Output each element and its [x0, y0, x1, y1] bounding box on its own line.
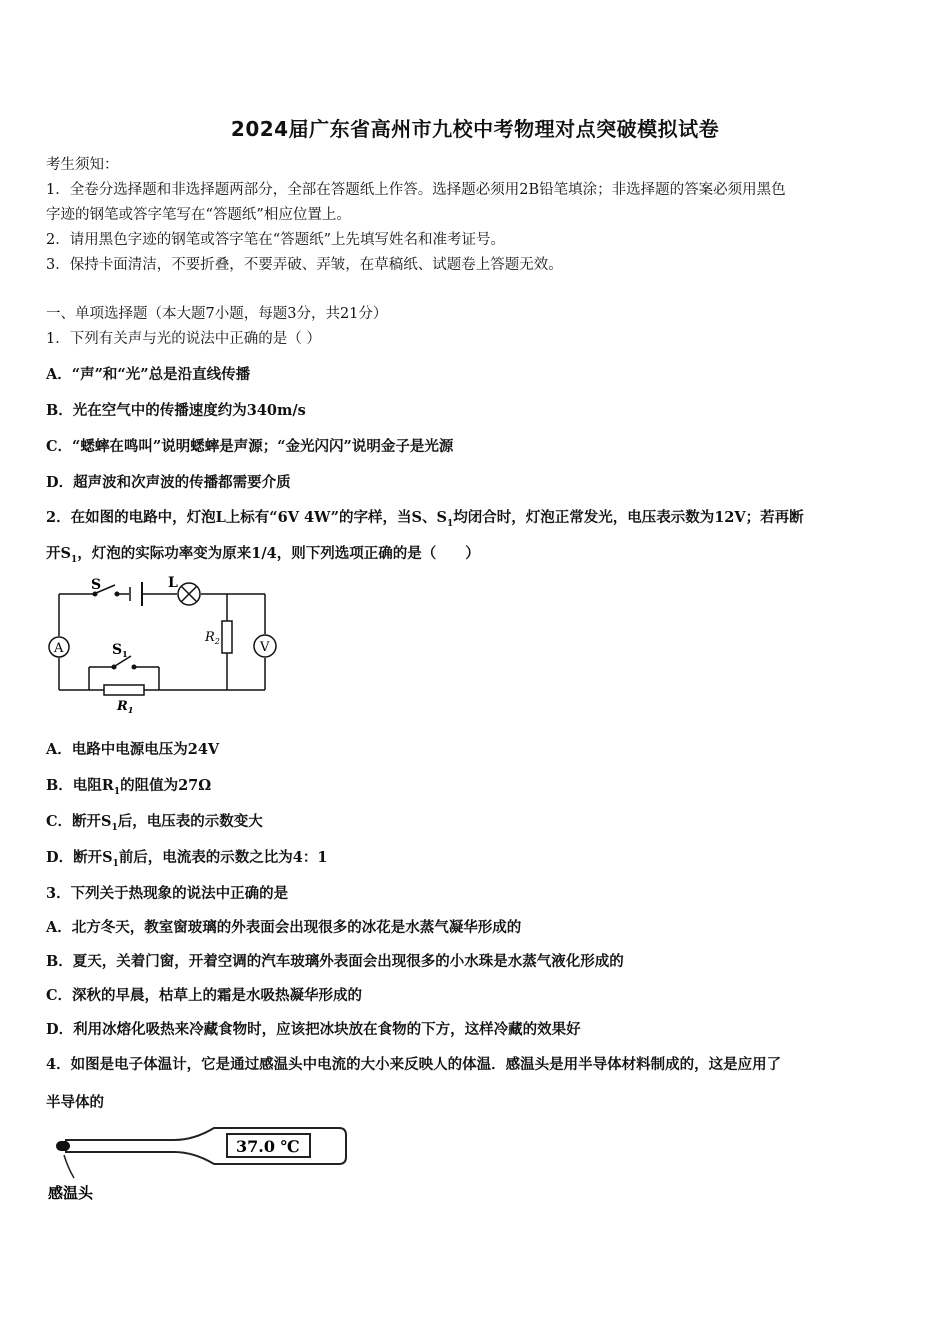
probe-pointer — [64, 1155, 74, 1178]
option-b: B．电阻$R_1$的阻值为27Ω — [46, 777, 212, 797]
option-c: C．“蟋蟀在鸣叫”说明蟋蟀是声源；“金光闪闪”说明金子是光源 — [46, 438, 454, 455]
option-c: C．深秋的早晨，枯草上的霜是水吸热凝华形成的 — [46, 987, 363, 1004]
option-a: A．北方冬天，教室窗玻璃的外表面会出现很多的冰花是水蒸气凝华形成的 — [46, 919, 522, 936]
temperature-readout: 37.0 ℃ — [236, 1137, 300, 1156]
page-title: 2024届广东省高州市九校中考物理对点突破模拟试卷 — [230, 117, 720, 141]
section-heading: 一、单项选择题（本大题7小题，每题3分，共21分） — [46, 306, 388, 322]
question-stem-continued: 半导体的 — [46, 1094, 104, 1111]
option-d: D．断开$S_1$前后，电流表的示数之比为4：1 — [46, 849, 328, 869]
label-l: L — [168, 575, 178, 591]
label-s1: $S_1$ — [112, 642, 128, 659]
label-r2: $R_2$ — [205, 630, 220, 646]
question-stem: 2．在如图的电路中，灯泡L上标有“6V 4W”的字样，当S、$S_1$均闭合时，灯泡正常发光，电压表示数为12V；若再断 — [46, 509, 804, 529]
option-d: D．利用冰熔化吸热来冷藏食物时，应该把冰块放在食物的下方，这样冷藏的效果好 — [46, 1021, 581, 1038]
ammeter — [49, 637, 69, 657]
svg-text:V: V — [260, 640, 270, 655]
question-stem: 3．下列关于热现象的说法中正确的是 — [46, 885, 289, 902]
option-a: A．电路中电源电压为24V — [46, 741, 220, 758]
notice-item: 3．保持卡面清洁，不要折叠，不要弄破、弄皱，在草稿纸、试题卷上答题无效。 — [46, 257, 563, 273]
resistor-r2 — [222, 621, 232, 653]
voltmeter — [254, 635, 276, 657]
svg-text:A: A — [54, 641, 64, 656]
notice-item: 字迹的钢笔或答字笔写在“答题纸”相应位置上。 — [46, 207, 351, 223]
option-d: D．超声波和次声波的传播都需要介质 — [46, 474, 291, 491]
option-c: C．断开$S_1$后，电压表的示数变大 — [46, 813, 263, 833]
resistor-r1 — [104, 685, 144, 695]
probe-label: 感温头 — [48, 1184, 94, 1202]
notice-item: 2．请用黑色字迹的钢笔或答字笔在“答题纸”上先填写姓名和准考证号。 — [46, 232, 506, 248]
question-stem: 4．如图是电子体温计，它是通过感温头中电流的大小来反映人的体温．感温头是用半导体材料制成的，这是应用了 — [46, 1056, 782, 1073]
notice-heading: 考生须知： — [46, 157, 119, 173]
question-stem-continued: 开$S_1$，灯泡的实际功率变为原来1/4，则下列选项正确的是（ ） — [46, 545, 480, 565]
thermometer-figure — [44, 1120, 364, 1210]
option-a: A．“声”和“光”总是沿直线传播 — [46, 366, 251, 383]
label-s: S — [91, 577, 102, 593]
notice-item: 1．全卷分选择题和非选择题两部分，全部在答题纸上作答。选择题必须用2B铅笔填涂；非选择题的答案必须用黑色 — [46, 182, 786, 198]
option-b: B．光在空气中的传播速度约为340m/s — [46, 402, 306, 419]
circuit-diagram — [44, 574, 284, 719]
option-b: B．夏天，关着门窗，开着空调的汽车玻璃外表面会出现很多的小水珠是水蒸气液化形成的 — [46, 953, 624, 970]
label-r1: $R_1$ — [117, 699, 134, 715]
battery — [130, 582, 142, 606]
lamp-l — [178, 583, 200, 605]
question-stem: 1．下列有关声与光的说法中正确的是（ ） — [46, 331, 321, 347]
probe-tip — [56, 1141, 70, 1151]
